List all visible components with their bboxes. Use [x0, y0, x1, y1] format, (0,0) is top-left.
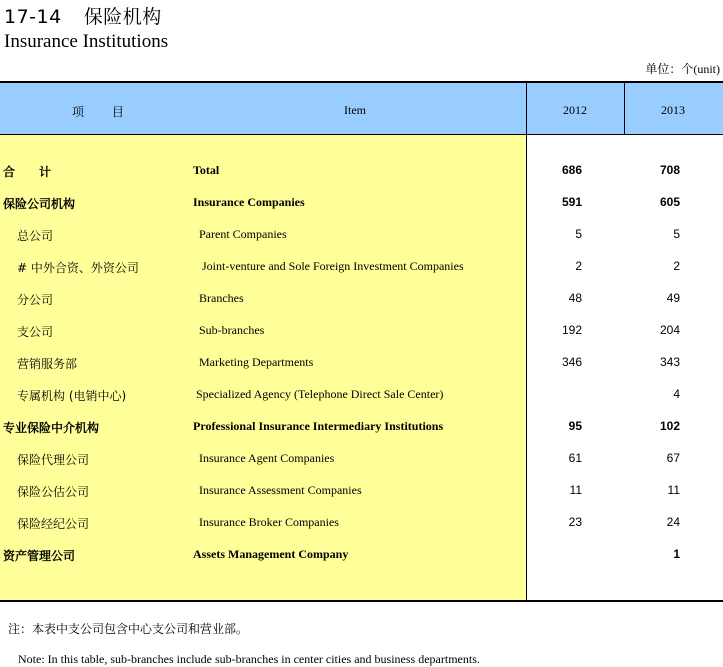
- unit-en: (unit): [693, 62, 720, 76]
- row-label-en: Insurance Companies: [193, 195, 305, 209]
- row-label-cn: 保险公估公司: [17, 485, 90, 499]
- row-label-cn: # 中外合资、外资公司: [17, 261, 139, 275]
- cell-2012: 346: [561, 355, 582, 369]
- row-label-en: Marketing Departments: [199, 355, 314, 369]
- header-item-en: Item: [344, 103, 366, 117]
- cell-2012: 95: [568, 419, 582, 433]
- note-en: Note: In this table, sub-branches include sub-branches in center cities and business departments.: [18, 652, 480, 666]
- cell-2012: 11: [569, 483, 582, 497]
- cell-2012: 2: [575, 259, 582, 273]
- cell-2013: 4: [673, 387, 680, 401]
- cell-2013: 67: [666, 451, 680, 465]
- table-row: [0, 451, 723, 471]
- cell-2013: 5: [673, 227, 680, 241]
- unit-cn: 单位：个: [645, 62, 694, 76]
- row-label-en: Branches: [199, 291, 244, 305]
- page-title-en: Insurance Institutions: [4, 31, 169, 52]
- page-title-cn: [4, 2, 162, 29]
- table-row: [0, 483, 723, 503]
- cell-2013: 708: [659, 163, 680, 177]
- table-row: [0, 515, 723, 535]
- table-row: [0, 323, 723, 343]
- row-label-en: Professional Insurance Intermediary Institutions: [193, 419, 444, 433]
- row-label-cn: 支公司: [17, 325, 54, 339]
- row-label-cn: 保险经纪公司: [17, 517, 90, 531]
- table-row: [0, 291, 723, 311]
- row-label-cn: 分公司: [17, 293, 54, 307]
- row-label-en: Assets Management Company: [193, 547, 349, 561]
- cell-2012: 61: [568, 451, 582, 465]
- table-row: [0, 227, 723, 247]
- column-divider: [624, 83, 625, 134]
- note-cn: 注：本表中支公司包含中心支公司和营业部。: [8, 622, 249, 636]
- cell-2012: 5: [575, 227, 582, 241]
- unit-label: [645, 60, 720, 77]
- cell-2013: 204: [659, 323, 680, 337]
- cell-2012: 591: [561, 195, 582, 209]
- row-label-cn: 资产管理公司: [3, 549, 76, 563]
- table-top-rule: [0, 81, 723, 83]
- row-label-cn: 专业保险中介机构: [3, 421, 100, 435]
- row-label-cn: 专属机构 (电销中心): [17, 389, 127, 403]
- row-label-en: Insurance Broker Companies: [199, 515, 339, 529]
- cell-2012: 686: [561, 163, 582, 177]
- table-row: [0, 355, 723, 375]
- table-row: [0, 419, 723, 439]
- table-header-rule: [0, 134, 723, 135]
- row-label-en: Joint-venture and Sole Foreign Investment Companies: [202, 259, 464, 273]
- cell-2013: 1: [673, 547, 680, 561]
- cell-2012: 192: [561, 323, 582, 337]
- table-row: [0, 259, 723, 279]
- row-label-cn: 合 计: [3, 165, 52, 179]
- cell-2012: 23: [568, 515, 582, 529]
- cell-2013: 49: [666, 291, 680, 305]
- cell-2013: 2: [673, 259, 680, 273]
- row-label-cn: 营销服务部: [17, 357, 78, 371]
- cell-2012: 48: [568, 291, 582, 305]
- row-label-en: Specialized Agency (Telephone Direct Sale Center): [196, 387, 444, 401]
- row-label-cn: 保险公司机构: [3, 197, 76, 211]
- header-year-2012: 2012: [563, 103, 587, 117]
- row-label-en: Insurance Agent Companies: [199, 451, 335, 465]
- table-bottom-rule: [0, 600, 723, 602]
- cell-2013: 605: [659, 195, 680, 209]
- data-table: [0, 81, 723, 602]
- row-label-en: Sub-branches: [199, 323, 265, 337]
- row-label-cn: 保险代理公司: [17, 453, 90, 467]
- table-row: [0, 387, 723, 407]
- cell-2013: 24: [666, 515, 680, 529]
- row-label-en: Insurance Assessment Companies: [199, 483, 362, 497]
- cell-2013: 102: [659, 419, 680, 433]
- row-label-cn: 总公司: [17, 229, 54, 243]
- header-year-2013: 2013: [661, 103, 685, 117]
- cell-2013: 343: [659, 355, 680, 369]
- cell-2013: 11: [667, 483, 680, 497]
- table-row: [0, 163, 723, 183]
- row-label-en: Total: [193, 163, 220, 177]
- row-label-en: Parent Companies: [199, 227, 287, 241]
- title-cn-text: 保险机构: [83, 6, 162, 28]
- header-item-cn: 项 目: [72, 105, 136, 119]
- table-row: [0, 195, 723, 215]
- table-number: 17-14: [4, 6, 62, 28]
- table-row: [0, 547, 723, 567]
